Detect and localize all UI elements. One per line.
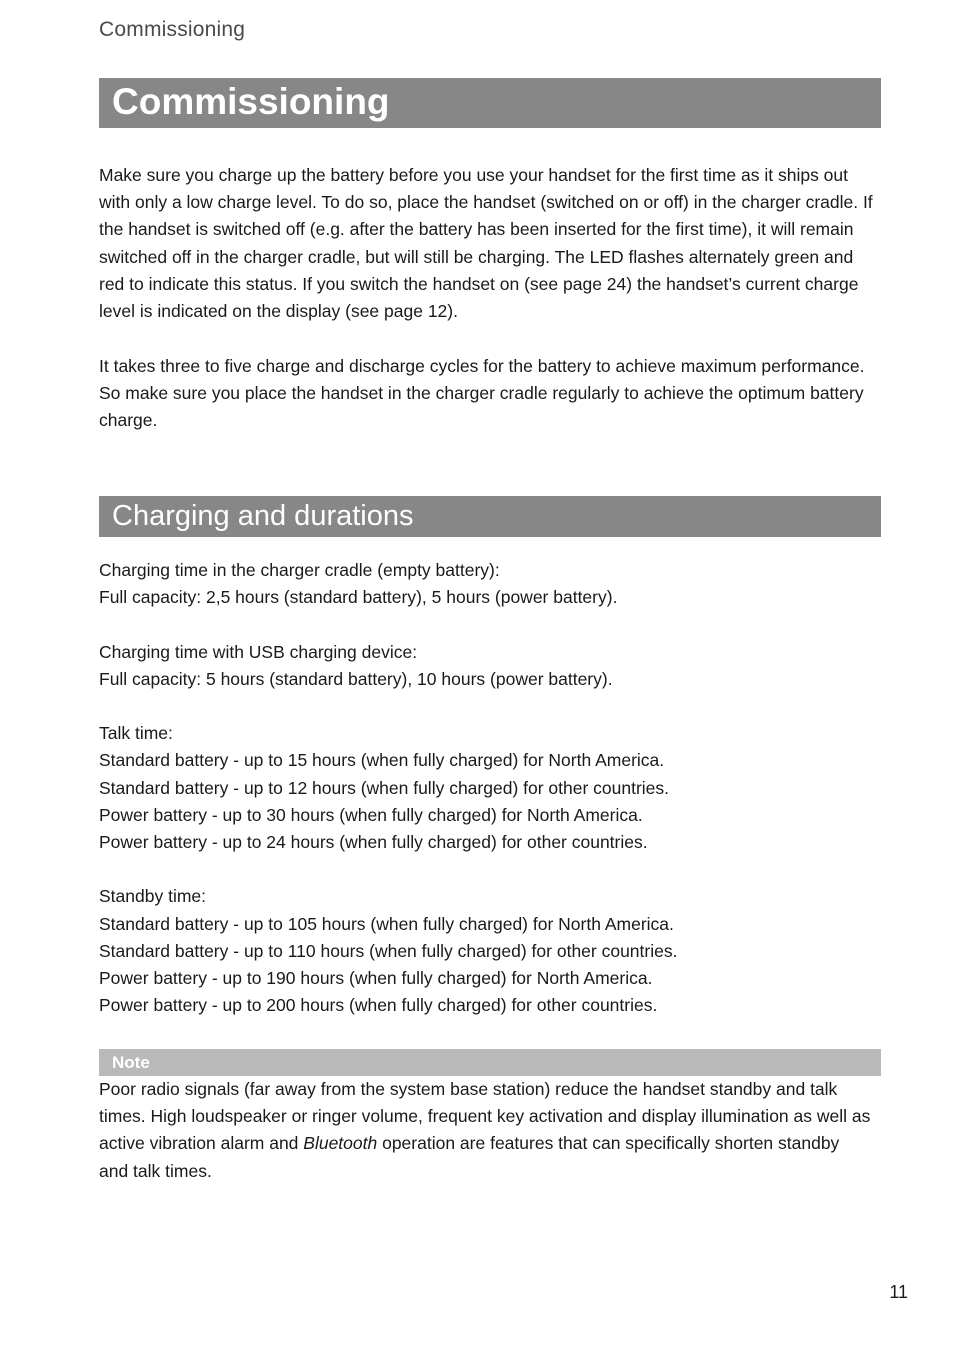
paragraph-line: the handset is switched off (e.g. after the battery has been inserted for the first time), it will remain (99, 219, 854, 240)
usb-charging-value: Full capacity: 5 hours (standard battery), 10 hours (power battery). (99, 668, 613, 689)
paragraph-line: charge. (99, 410, 158, 431)
note-line: Poor radio signals (far away from the system base station) reduce the handset standby and talk (99, 1079, 838, 1099)
paragraph-line: level is indicated on the display (see page 12). (99, 301, 458, 322)
note-line-end: operation are features that can specifically shorten standby (377, 1133, 840, 1154)
cradle-charging-value: Full capacity: 2,5 hours (standard battery), 5 hours (power battery). (99, 587, 618, 608)
standby-time-line: Standard battery - up to 105 hours (when fully charged) for North America. (99, 913, 674, 934)
paragraph-line: switched off in the charger cradle, but will still be charging. The LED flashes alternately green and (99, 246, 854, 267)
talk-time-label: Talk time: (99, 723, 173, 744)
page-number: 11 (889, 1282, 908, 1302)
note-heading: Note (99, 1049, 881, 1076)
standby-time-line: Standard battery - up to 110 hours (when fully charged) for other countries. (99, 940, 678, 961)
standby-time-label: Standby time: (99, 886, 206, 907)
usb-charging-label: Charging time with USB charging device: (99, 641, 418, 662)
paragraph-line: It takes three to five charge and discharge cycles for the battery to achieve maximum performance. (99, 356, 865, 376)
standby-time-line: Power battery - up to 190 hours (when fully charged) for North America. (99, 968, 653, 988)
bluetooth-term: Bluetooth (303, 1133, 378, 1154)
cradle-charging-label: Charging time in the charger cradle (empty battery): (99, 560, 500, 580)
standby-time-line: Power battery - up to 200 hours (when fully charged) for other countries. (99, 995, 658, 1016)
note-line: times. High loudspeaker or ringer volume, frequent key activation and display illumination as well as (99, 1106, 871, 1127)
intro-paragraph-2 (99, 353, 883, 435)
paragraph-line: Make sure you charge up the battery before you use your handset for the first time as it ships out (99, 165, 849, 185)
note-line: and talk times. (99, 1160, 212, 1181)
talk-time-line: Standard battery - up to 15 hours (when fully charged) for North America. (99, 750, 665, 771)
note-line-start: active vibration alarm and (99, 1133, 304, 1154)
subsection-title: Charging and durations (99, 496, 881, 537)
paragraph-line: red to indicate this status. If you switch the handset on (see page 24) the handset’s current charge (99, 273, 859, 294)
running-head: Commissioning (99, 18, 246, 41)
paragraph-line: with only a low charge level. To do so, place the handset (switched on or off) in the charger cradle. If (99, 192, 873, 213)
intro-paragraph-1 (99, 162, 883, 325)
section-title: Commissioning (99, 78, 881, 128)
charging-specs (99, 557, 883, 1019)
talk-time-line: Standard battery - up to 12 hours (when fully charged) for other countries. (99, 777, 670, 798)
note-text (99, 1076, 883, 1185)
talk-time-line: Power battery - up to 24 hours (when fully charged) for other countries. (99, 832, 648, 852)
talk-time-line: Power battery - up to 30 hours (when fully charged) for North America. (99, 804, 643, 825)
paragraph-line: So make sure you place the handset in the charger cradle regularly to achieve the optimum battery (99, 383, 864, 404)
note-line (99, 1130, 883, 1157)
